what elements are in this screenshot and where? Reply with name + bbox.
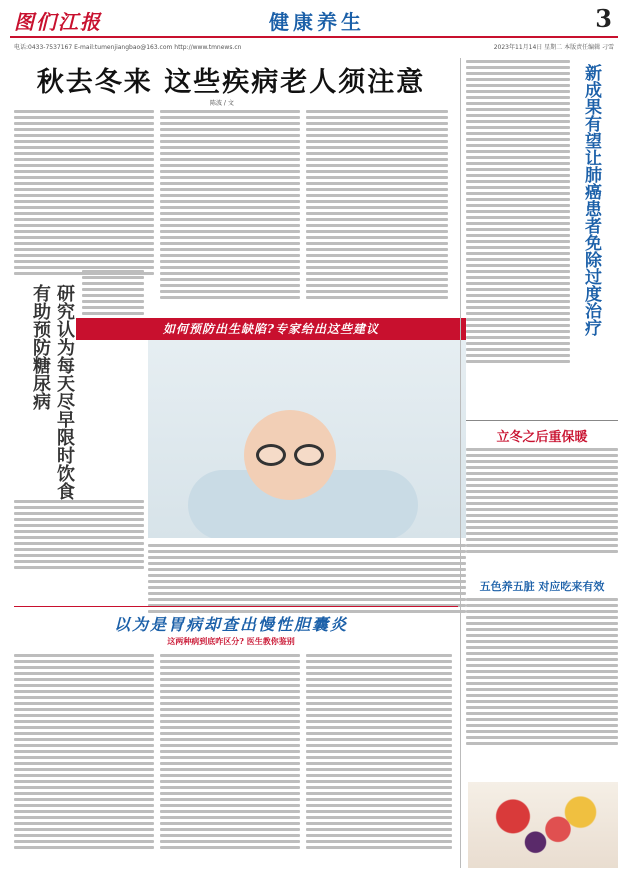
article-column: [466, 60, 570, 363]
newspaper-logo: 图们江报: [14, 10, 102, 34]
article-column: [466, 448, 618, 553]
article-column: [160, 110, 300, 299]
contact-info: 电话:0433-7537167 E-mail:tumenjiangbao@163.com http://www.tmnews.cn: [14, 44, 242, 51]
divider: [14, 606, 458, 607]
left-vertical-headline: 研究认为每天尽早限时饮食有助预防糖尿病: [30, 284, 75, 500]
article-column: [14, 110, 154, 275]
article-column: [14, 654, 154, 849]
page-number: 3: [595, 4, 612, 33]
article-column: [148, 544, 466, 613]
lower-headline: 以为是胃病却查出慢性胆囊炎: [113, 615, 348, 634]
winter-headline: 立冬之后重保暖: [496, 430, 588, 445]
info-bar: [10, 40, 618, 52]
article-column: [160, 654, 300, 849]
article-column: [466, 598, 618, 745]
issue-date: 2023年11月14日 星期二 本版责任编辑 刁雪: [493, 44, 614, 51]
fruit-photo: [468, 782, 618, 868]
section-title: 健康养生: [269, 10, 365, 34]
feature-banner: 如何预防出生缺陷?专家给出这些建议: [76, 318, 466, 340]
divider: [466, 420, 618, 421]
masthead: [10, 4, 618, 38]
right-vertical-headline: 新成果有望让肺癌患者免除过度治疗: [581, 64, 601, 336]
lower-subheadline: 这两种病到底咋区分? 医生教你鉴别: [167, 636, 295, 646]
main-headline: 秋去冬来 这些疾病老人须注意: [36, 67, 426, 98]
glasses-icon: [256, 444, 326, 466]
article-column: [306, 110, 448, 299]
article-column: [14, 500, 144, 569]
byline: 陈波 / 文: [210, 100, 234, 107]
article-column: [306, 654, 452, 849]
baby-photo: [148, 340, 466, 538]
column-divider: [460, 58, 461, 868]
five-colors-headline: 五色养五脏 对应吃来有效: [479, 580, 605, 593]
